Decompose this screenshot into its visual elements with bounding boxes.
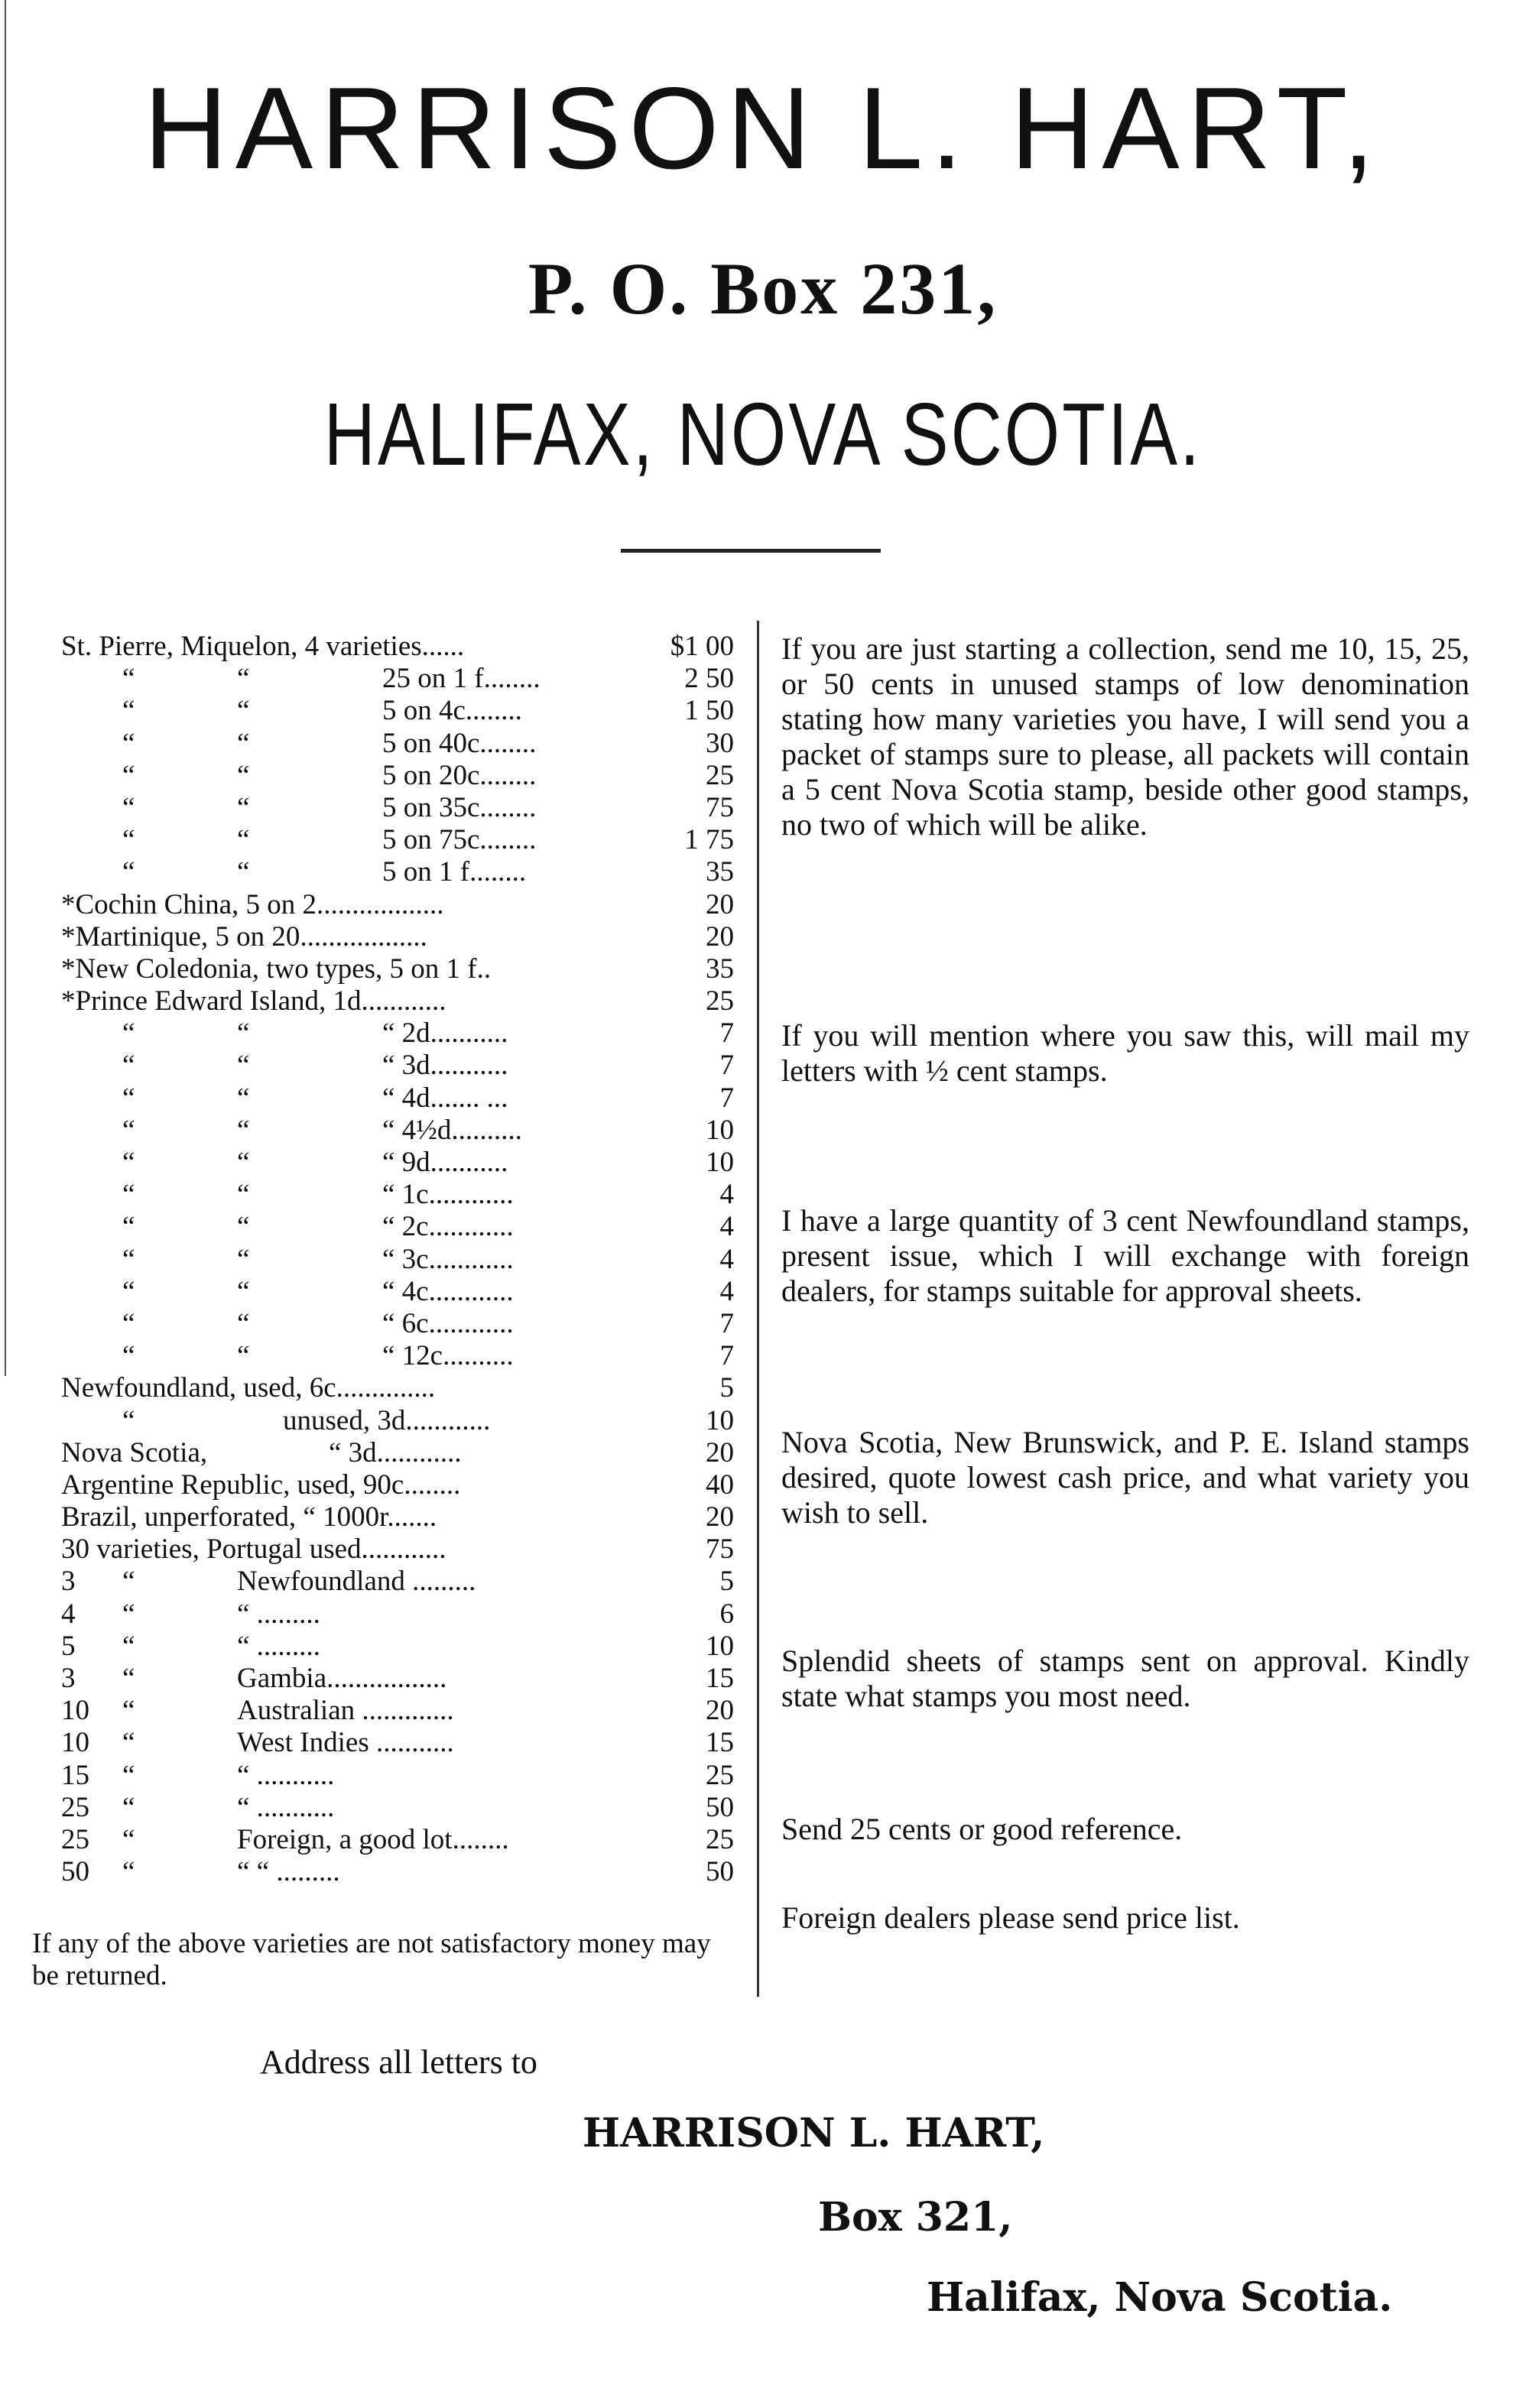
item-price: 7 bbox=[719, 1017, 734, 1050]
item-detail: “ bbox=[122, 791, 135, 823]
price-row bbox=[61, 1405, 734, 1437]
advertiser-name: HARRISON L. HART, bbox=[144, 63, 1382, 193]
item-price: 20 bbox=[706, 1436, 734, 1468]
price-row bbox=[61, 953, 734, 985]
item-detail: 25 on 1 f........ bbox=[382, 663, 541, 695]
item-detail: “ 2c............ bbox=[382, 1211, 514, 1243]
item-detail: “ bbox=[122, 1566, 135, 1598]
item-detail: “ bbox=[122, 1147, 135, 1178]
price-row bbox=[61, 792, 734, 824]
column-divider bbox=[757, 621, 759, 1997]
item-detail: “ 1c............ bbox=[382, 1179, 514, 1211]
item-price: 4 bbox=[719, 1211, 734, 1243]
item-detail: “ bbox=[122, 1082, 135, 1114]
item-price: 5 bbox=[719, 1566, 734, 1598]
item-detail: “ bbox=[122, 1404, 135, 1436]
item-detail: “ 4c............ bbox=[382, 1275, 514, 1307]
address-lead: Address all letters to bbox=[260, 2043, 537, 2081]
price-row bbox=[61, 824, 734, 856]
item-detail: “ bbox=[122, 1598, 135, 1630]
po-box: P. O. Box 231, bbox=[528, 248, 998, 329]
price-row bbox=[61, 889, 734, 921]
item-label: 4 bbox=[61, 1598, 76, 1630]
item-detail: “ bbox=[122, 1211, 135, 1243]
item-detail: “ bbox=[237, 727, 250, 759]
item-price: 15 bbox=[706, 1727, 734, 1759]
item-price: 20 bbox=[706, 888, 734, 920]
item-price: 1 75 bbox=[684, 824, 734, 856]
item-detail: “ 3d............ bbox=[329, 1436, 462, 1468]
item-detail: “ bbox=[122, 1695, 135, 1727]
item-detail: “ bbox=[122, 695, 135, 727]
item-price: 10 bbox=[706, 1404, 734, 1436]
item-label: 5 bbox=[61, 1630, 76, 1662]
price-row bbox=[61, 1856, 734, 1888]
price-row bbox=[61, 1082, 734, 1115]
item-detail: “ bbox=[122, 856, 135, 888]
item-detail: “ bbox=[122, 1791, 135, 1823]
item-detail: “ ......... bbox=[237, 1598, 320, 1630]
price-row bbox=[61, 1598, 734, 1631]
paragraph-newfoundland-exchange: I have a large quantity of 3 cent Newfoundland stamps, present issue, which I will exchange with foreign dealers, for stamps suitable for approval sheets. bbox=[781, 1203, 1469, 1308]
item-label: Newfoundland, used, 6c.............. bbox=[61, 1372, 436, 1404]
price-row bbox=[61, 760, 734, 792]
item-detail: “ bbox=[122, 1179, 135, 1211]
item-detail: “ bbox=[122, 663, 135, 695]
item-detail: “ bbox=[237, 695, 250, 727]
item-detail: 5 on 20c........ bbox=[382, 759, 537, 791]
item-detail: “ 4½d.......... bbox=[382, 1114, 522, 1146]
price-row bbox=[61, 1501, 734, 1533]
item-price: 50 bbox=[706, 1791, 734, 1823]
item-detail: “ bbox=[237, 759, 250, 791]
price-row bbox=[61, 631, 734, 663]
item-detail: “ bbox=[122, 1050, 135, 1082]
item-price: $1 00 bbox=[670, 631, 734, 662]
item-detail: “ bbox=[122, 1307, 135, 1339]
item-detail: “ bbox=[122, 1017, 135, 1050]
item-detail: “ bbox=[122, 1114, 135, 1146]
item-price: 7 bbox=[719, 1307, 734, 1339]
price-row bbox=[61, 1792, 734, 1824]
price-row bbox=[61, 1211, 734, 1243]
item-price: 20 bbox=[706, 1695, 734, 1727]
item-detail: “ 3c............ bbox=[382, 1243, 514, 1275]
price-row bbox=[61, 1147, 734, 1179]
item-detail: “ bbox=[122, 1856, 135, 1888]
signature-name: HARRISON L. HART, bbox=[583, 2110, 1045, 2156]
item-label: 3 bbox=[61, 1566, 76, 1598]
price-row bbox=[61, 663, 734, 695]
item-detail: “ “ ......... bbox=[237, 1856, 340, 1888]
price-row bbox=[61, 856, 734, 888]
item-price: 15 bbox=[706, 1663, 734, 1694]
price-row bbox=[61, 1824, 734, 1856]
item-price: 5 bbox=[719, 1372, 734, 1404]
price-row bbox=[61, 1437, 734, 1469]
price-row bbox=[61, 1372, 734, 1404]
city-heading: HALIFAX, NOVA SCOTIA. bbox=[323, 385, 1203, 484]
item-detail: “ bbox=[122, 824, 135, 856]
item-detail: 5 on 75c........ bbox=[382, 824, 537, 856]
item-label: 15 bbox=[61, 1759, 89, 1791]
paragraph-starting-collection: If you are just starting a collection, send me 10, 15, 25, or 50 cents in unused stamps of low denomination stating how many varieties you have, I will send you a packet of stamps sure to please, all packets will contain a 5 cent Nova Scotia stamp, beside other good stamps, no two of which will be alike. bbox=[781, 631, 1469, 842]
item-label: 25 bbox=[61, 1823, 89, 1855]
price-row bbox=[61, 1663, 734, 1695]
item-detail: 5 on 1 f........ bbox=[382, 856, 527, 888]
price-row bbox=[61, 985, 734, 1017]
item-price: 35 bbox=[706, 952, 734, 985]
item-detail: unused, 3d............ bbox=[283, 1404, 491, 1436]
item-label: Brazil, unperforated, “ 1000r....... bbox=[61, 1501, 437, 1533]
item-label: *Martinique, 5 on 20.................. bbox=[61, 920, 427, 952]
signature-city: Halifax, Nova Scotia. bbox=[927, 2274, 1393, 2321]
item-label: 3 bbox=[61, 1663, 76, 1694]
item-detail: 5 on 40c........ bbox=[382, 727, 537, 759]
item-label: Argentine Republic, used, 90c........ bbox=[61, 1468, 461, 1501]
item-label: Nova Scotia, bbox=[61, 1436, 208, 1468]
item-price: 4 bbox=[719, 1275, 734, 1307]
price-list bbox=[61, 631, 734, 1888]
price-row bbox=[61, 1050, 734, 1082]
price-row bbox=[61, 1115, 734, 1147]
item-price: 10 bbox=[706, 1114, 734, 1146]
item-price: 25 bbox=[706, 1823, 734, 1855]
item-detail: “ 2d........... bbox=[382, 1017, 508, 1050]
left-margin-rule bbox=[5, 0, 6, 1376]
item-detail: “ ........... bbox=[237, 1759, 335, 1791]
item-price: 25 bbox=[706, 759, 734, 791]
item-detail: “ bbox=[122, 727, 135, 759]
item-price: 7 bbox=[719, 1340, 734, 1372]
item-detail: “ bbox=[122, 1275, 135, 1307]
item-detail: “ bbox=[122, 1823, 135, 1855]
item-price: 20 bbox=[706, 920, 734, 952]
item-detail: “ bbox=[237, 856, 250, 888]
price-row bbox=[61, 1566, 734, 1598]
item-detail: West Indies ........... bbox=[237, 1727, 454, 1759]
item-detail: “ bbox=[237, 1243, 250, 1275]
item-detail: Gambia................. bbox=[237, 1663, 447, 1694]
item-label: St. Pierre, Miquelon, 4 varieties...... bbox=[61, 631, 465, 662]
item-label: 25 bbox=[61, 1791, 89, 1823]
item-price: 40 bbox=[706, 1468, 734, 1501]
item-detail: “ bbox=[237, 1275, 250, 1307]
item-label: *Prince Edward Island, 1d............ bbox=[61, 985, 446, 1017]
item-price: 6 bbox=[719, 1598, 734, 1630]
paragraph-mention: If you will mention where you saw this, will mail my letters with ½ cent stamps. bbox=[781, 1018, 1469, 1088]
refund-note: If any of the above varieties are not satisfactory money may be returned. bbox=[32, 1928, 711, 1991]
item-detail: “ bbox=[237, 1082, 250, 1114]
item-price: 75 bbox=[706, 1533, 734, 1566]
item-price: 1 50 bbox=[684, 695, 734, 727]
item-detail: “ ......... bbox=[237, 1630, 320, 1662]
price-row bbox=[61, 1760, 734, 1792]
item-price: 7 bbox=[719, 1050, 734, 1082]
item-price: 75 bbox=[706, 791, 734, 823]
item-detail: “ bbox=[122, 1727, 135, 1759]
item-price: 25 bbox=[706, 1759, 734, 1791]
item-detail: “ bbox=[237, 1307, 250, 1339]
item-price: 30 bbox=[706, 727, 734, 759]
item-detail: “ bbox=[237, 1050, 250, 1082]
item-detail: Foreign, a good lot........ bbox=[237, 1823, 509, 1855]
item-price: 4 bbox=[719, 1179, 734, 1211]
item-detail: “ bbox=[122, 1663, 135, 1694]
item-detail: “ bbox=[237, 1114, 250, 1146]
price-row bbox=[61, 1695, 734, 1727]
item-detail: “ bbox=[122, 1759, 135, 1791]
price-row bbox=[61, 1340, 734, 1372]
price-row bbox=[61, 1533, 734, 1566]
item-label: *Cochin China, 5 on 2.................. bbox=[61, 888, 444, 920]
item-price: 50 bbox=[706, 1856, 734, 1888]
item-label: 10 bbox=[61, 1727, 89, 1759]
price-row bbox=[61, 1631, 734, 1663]
item-label: 10 bbox=[61, 1695, 89, 1727]
price-row bbox=[61, 1244, 734, 1276]
item-detail: “ bbox=[237, 663, 250, 695]
item-price: 2 50 bbox=[684, 663, 734, 695]
price-row bbox=[61, 1179, 734, 1211]
price-row bbox=[61, 921, 734, 953]
paragraph-approval-sheets: Splendid sheets of stamps sent on approval. Kindly state what stamps you most need. bbox=[781, 1644, 1469, 1713]
price-row bbox=[61, 728, 734, 760]
paragraph-stamps-desired: Nova Scotia, New Brunswick, and P. E. Island stamps desired, quote lowest cash price, and what variety you wish to sell. bbox=[781, 1425, 1469, 1530]
item-detail: “ bbox=[237, 1211, 250, 1243]
item-price: 10 bbox=[706, 1630, 734, 1662]
item-detail: “ 4d....... ... bbox=[382, 1082, 508, 1114]
item-price: 35 bbox=[706, 856, 734, 888]
item-detail: “ bbox=[237, 1179, 250, 1211]
item-detail: “ ........... bbox=[237, 1791, 335, 1823]
item-label: 50 bbox=[61, 1856, 89, 1888]
item-price: 7 bbox=[719, 1082, 734, 1114]
signature-box: Box 321, bbox=[818, 2194, 1013, 2241]
item-label: *New Coledonia, two types, 5 on 1 f.. bbox=[61, 952, 492, 985]
price-row bbox=[61, 1017, 734, 1050]
price-row bbox=[61, 1276, 734, 1308]
item-detail: “ bbox=[237, 791, 250, 823]
item-detail: “ bbox=[237, 1147, 250, 1178]
price-row bbox=[61, 1469, 734, 1501]
item-detail: “ bbox=[237, 1017, 250, 1050]
item-detail: “ bbox=[122, 759, 135, 791]
item-detail: “ bbox=[122, 1340, 135, 1372]
item-price: 20 bbox=[706, 1501, 734, 1533]
item-detail: “ bbox=[122, 1630, 135, 1662]
price-row bbox=[61, 1308, 734, 1340]
separator-rule bbox=[621, 549, 881, 553]
item-detail: 5 on 4c........ bbox=[382, 695, 522, 727]
item-price: 25 bbox=[706, 985, 734, 1017]
price-row bbox=[61, 695, 734, 727]
item-detail: “ 6c............ bbox=[382, 1307, 514, 1339]
item-detail: Australian ............. bbox=[237, 1695, 454, 1727]
price-row bbox=[61, 1727, 734, 1759]
item-label: 30 varieties, Portugal used............ bbox=[61, 1533, 446, 1566]
paragraph-send-reference: Send 25 cents or good reference. bbox=[781, 1812, 1183, 1846]
item-price: 4 bbox=[719, 1243, 734, 1275]
item-detail: “ bbox=[237, 1340, 250, 1372]
item-detail: “ bbox=[122, 1243, 135, 1275]
item-detail: Newfoundland ......... bbox=[237, 1566, 476, 1598]
item-detail: 5 on 35c........ bbox=[382, 791, 537, 823]
paragraph-foreign-dealers: Foreign dealers please send price list. bbox=[781, 1900, 1240, 1935]
item-price: 10 bbox=[706, 1147, 734, 1178]
item-detail: “ 12c.......... bbox=[382, 1340, 514, 1372]
item-detail: “ bbox=[237, 824, 250, 856]
item-detail: “ 9d........... bbox=[382, 1147, 508, 1178]
item-detail: “ 3d........... bbox=[382, 1050, 508, 1082]
